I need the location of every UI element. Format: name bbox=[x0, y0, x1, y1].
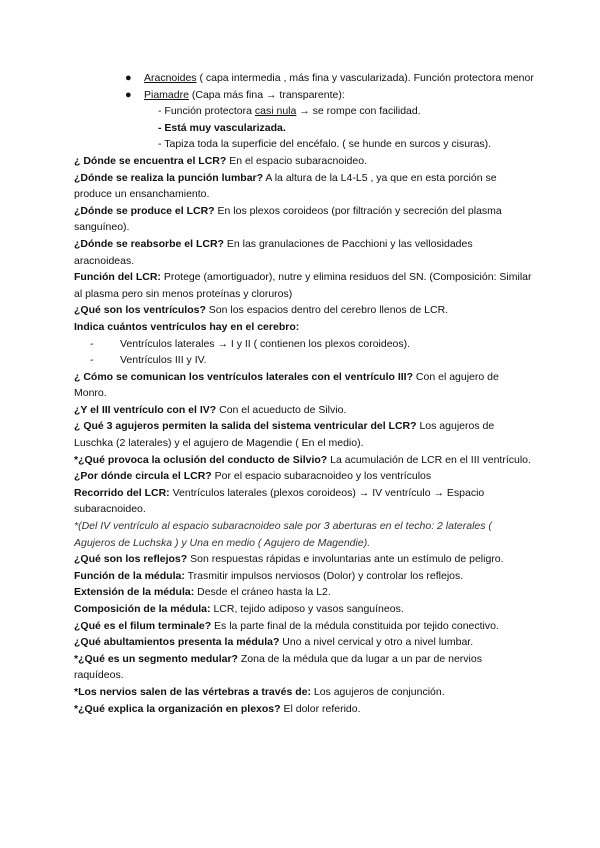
qa-item: ¿Qué son los ventrículos? Son los espacios dentro del cerebro llenos de LCR. bbox=[74, 304, 449, 317]
piamadre-sub-3: - Tapiza toda la superficie del encéfalo. ( se hunde en surcos y cisuras). bbox=[158, 138, 492, 151]
bullet-dot: ● bbox=[125, 88, 132, 101]
qa-item: ¿Qué abultamientos presenta la médula? Uno a nivel cervical y otro a nivel lumbar. bbox=[74, 636, 474, 649]
qa-item: ¿ Dónde se encuentra el LCR? En el espacio subaracnoideo. bbox=[74, 154, 367, 167]
bullet-piamadre: ● Piamadre (Capa más fina → transparente): bbox=[74, 87, 534, 104]
qa-item: ¿Dónde se realiza la punción lumbar? A la altura de la L4-L5 , ya que en esta porción se produce un ensanchamiento. bbox=[74, 171, 497, 201]
qa-item: Función del LCR: Protege (amortiguador), nutre y elimina residuos del SN. (Composición: Similar al plasma pero sin menos proteínas y cloruros) bbox=[74, 271, 532, 300]
qa-item: *¿Qué es un segmento medular? Zona de la médula que da lugar a un par de nervios raquídeos. bbox=[74, 652, 482, 682]
qa-item: ¿Qué son los reflejos? Son respuestas rápidas e involuntarias ante un estímulo de peligro. bbox=[74, 553, 504, 566]
qa-item: ¿ Qué 3 agujeros permiten la salida del sistema ventricular del LCR? Los agujeros de Luschka (2 laterales) y el agujero de Magendie ( En el medio). bbox=[74, 420, 495, 450]
notes-body bbox=[74, 70, 534, 717]
qa-item: *¿Qué explica la organización en plexos? El dolor referido. bbox=[74, 702, 361, 715]
qa-item: Función de la médula: Trasmitir impulsos nerviosos (Dolor) y controlar los reflejos. bbox=[74, 569, 464, 582]
bullet-dot: ● bbox=[125, 72, 132, 84]
term-piamadre: Piamadre bbox=[144, 88, 189, 101]
piamadre-sub-2: - Está muy vascularizada. bbox=[158, 121, 286, 134]
qa-item: Recorrido del LCR: Ventrículos laterales (plexos coroideos) → IV ventrículo → Espacio subaracnoideo. bbox=[74, 486, 485, 516]
qa-item: *Los nervios salen de las vértebras a través de: Los agujeros de conjunción. bbox=[74, 685, 445, 698]
piamadre-sub-1: - Función protectora casi nula → se rompe con facilidad. bbox=[158, 105, 421, 118]
bullet-aracnoides: ● Aracnoides ( capa intermedia , más fina y vascularizada). Función protectora menor bbox=[74, 70, 534, 87]
qa-item: ¿Y el III ventrículo con el IV? Con el acueducto de Silvio. bbox=[74, 403, 347, 416]
italic-note: *(Del IV ventrículo al espacio subaracnoideo sale por 3 aberturas en el techo: 2 laterales ( Agujeros de Luchska ) y Una en medio ( Agujero de Magendie). bbox=[74, 520, 492, 549]
ventricles-item: - Ventrículos III y IV. bbox=[90, 354, 207, 367]
qa-item: ¿Qué es el filum terminale? Es la parte final de la médula constituida por tejido conectivo. bbox=[74, 619, 499, 632]
qa-item: ¿Por dónde circula el LCR? Por el espacio subaracnoideo y los ventrículos bbox=[74, 470, 432, 483]
term-aracnoides: Aracnoides bbox=[144, 72, 197, 84]
ventricles-heading: Indica cuántos ventrículos hay en el cerebro: bbox=[74, 320, 300, 333]
qa-item: *¿Qué provoca la oclusión del conducto de Silvio? La acumulación de LCR en el III ventrículo. bbox=[74, 453, 531, 466]
qa-item: Composición de la médula: LCR, tejido adiposo y vasos sanguíneos. bbox=[74, 603, 404, 615]
qa-item: ¿Dónde se produce el LCR? En los plexos coroideos (por filtración y secreción del plasma sanguíneo). bbox=[74, 204, 502, 234]
ventricles-item: - Ventrículos laterales → I y II ( contienen los plexos coroideos). bbox=[90, 337, 411, 350]
qa-item: ¿Dónde se reabsorbe el LCR? En las granulaciones de Pacchioni y las vellosidades aracnoideas. bbox=[74, 237, 473, 267]
qa-item: Extensión de la médula: Desde el cráneo hasta la L2. bbox=[74, 586, 331, 599]
qa-item: ¿ Cómo se comunican los ventrículos laterales con el ventrículo III? Con el agujero de Monro. bbox=[74, 370, 499, 400]
